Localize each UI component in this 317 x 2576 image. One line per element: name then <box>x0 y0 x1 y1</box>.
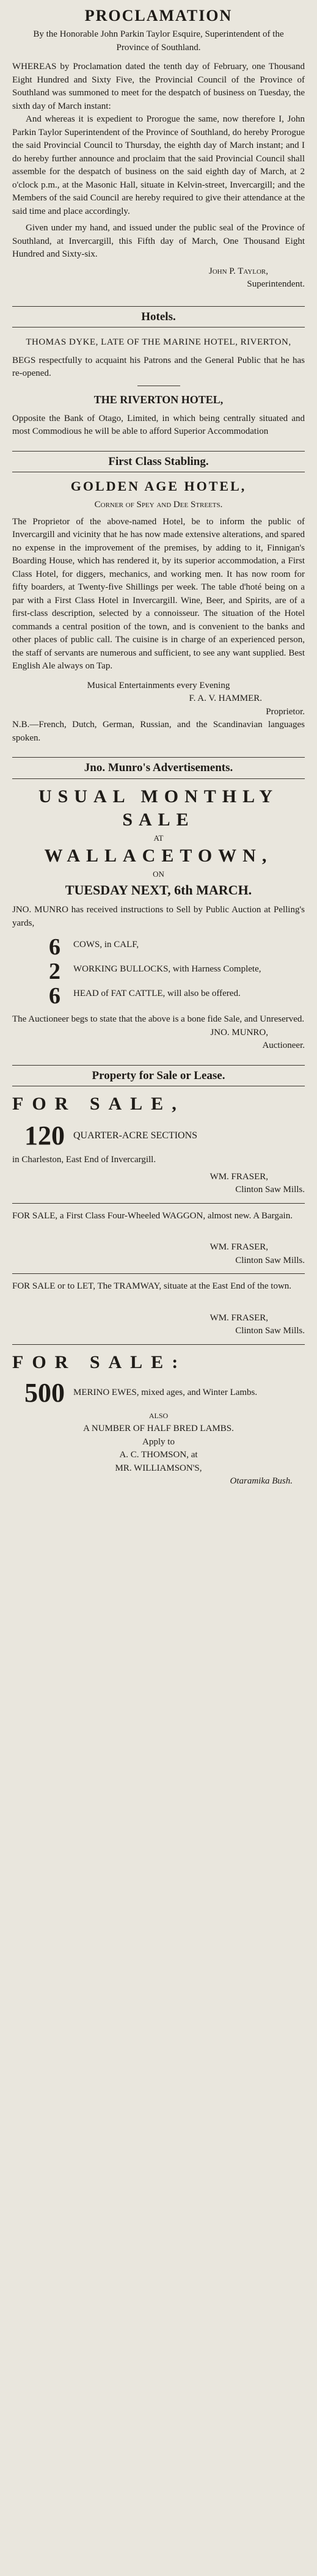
fraser1-number: 120 <box>24 1121 65 1151</box>
sale-on: ON <box>153 869 164 879</box>
golden-age-hotel-ad <box>12 478 305 745</box>
riverton-heading: THE RIVERTON HOTEL, <box>93 393 224 406</box>
proclamation-given: Given under my hand, and issued under the public seal of the Province of Southland, at Invercargill, this Fifth day of March, One Thousand Eight Hundred and Sixty-six. <box>12 223 305 259</box>
thomson-for-sale: FOR SALE: <box>12 1352 187 1372</box>
proclamation-title: PROCLAMATION <box>84 7 233 24</box>
fraser2-firm: Clinton Saw Mills. <box>235 1255 305 1265</box>
fraser3-body: FOR SALE or to LET, The TRAMWAY, situate at the East End of the town. <box>12 1281 292 1291</box>
fraser-waggon-ad <box>12 1210 305 1268</box>
sale-item-text: COWS, in CALF, <box>73 940 139 950</box>
fraser-tramway-ad <box>12 1280 305 1338</box>
auctioneer-title: Auctioneer. <box>262 1041 305 1050</box>
fraser1-for-sale: FOR SALE, <box>12 1094 185 1114</box>
sale-at: AT <box>153 833 164 843</box>
sale-item-2 <box>49 959 305 984</box>
golden-age-heading: GOLDEN AGE HOTEL, <box>70 478 247 494</box>
thomson-half-bred: A NUMBER OF HALF BRED LAMBS. <box>83 1424 234 1433</box>
sale-date: TUESDAY NEXT, 6th MARCH. <box>65 882 252 898</box>
fraser1-lots: QUARTER-ACRE SECTIONS <box>73 1130 198 1141</box>
proclamation-para-1: WHEREAS by Proclamation dated the tenth day of February, one Thousand Eight Hundred and Sixty Five, the Provincial Council of the Province of Southland was summoned to meet for the despatch of business on Tuesday, the sixth day of March instant: <box>12 62 305 111</box>
fraser-sections-ad <box>12 1092 305 1197</box>
munro-heading: Jno. Munro's Advertisements. <box>12 757 305 779</box>
sale-item-number: 6 <box>49 983 60 1009</box>
fraser2-name: WM. FRASER, <box>210 1242 268 1252</box>
sale-item-3 <box>49 984 305 1008</box>
fraser2-body: FOR SALE, a First Class Four-Wheeled WAGGON, almost new. A Bargain. <box>12 1210 293 1221</box>
riverton-hotel-ad <box>12 392 305 439</box>
proclamation-notice <box>12 6 305 291</box>
sale-outro: The Auctioneer begs to state that the above is a bone fide Sale, and Unreserved. <box>12 1014 305 1024</box>
stabling-heading: First Class Stabling. <box>12 451 305 473</box>
riverton-body: Opposite the Bank of Otago, Limited, in which being centrally situated and most Commodious he will be able to afford Superior Accommodation <box>12 413 305 436</box>
thomson-apply: Apply to <box>142 1436 175 1447</box>
thomson-station: MR. WILLIAMSON'S, <box>115 1463 202 1473</box>
golden-age-address: Corner of Spey and Dee Streets. <box>94 500 223 510</box>
sale-item-text: WORKING BULLOCKS, with Harness Complete, <box>73 964 261 974</box>
fraser3-name: WM. FRASER, <box>210 1312 268 1323</box>
fraser3-firm: Clinton Saw Mills. <box>235 1326 305 1336</box>
fraser1-name: WM. FRASER, <box>210 1171 268 1182</box>
golden-age-musical: Musical Entertainments every Evening <box>87 680 230 690</box>
thomson-agent: A. C. THOMSON, at <box>119 1450 198 1460</box>
sale-item-1 <box>49 935 305 959</box>
sale-intro: JNO. MUNRO has received instructions to Sell by Public Auction at Pelling's yards, <box>12 905 305 928</box>
sale-line1: USUAL MONTHLY SALE <box>38 786 279 830</box>
proclamation-para-2: And whereas it is expedient to Prorogue the same, now therefore I, John Parkin Taylor Superintendent of the Province of Southland, do hereby Prorogue the said Provincial Council to Thursday, the eighth day of March instant; and I do hereby further announce and proclaim that the said Provincial Council shall assemble for the despatch of business on the said eighth day of March, at 2 o'clock p.m., at the Masonic Hall, situate in Kelvin-street, Invercargill; and the Members of the said Council are hereby required to give their attendance at the said time and place accordingly. <box>12 114 305 216</box>
proclamation-byline: By the Honorable John Parkin Taylor Esquire, Superintendent of the Province of Southland. <box>33 29 284 53</box>
auctioneer-name: JNO. MUNRO, <box>210 1027 268 1037</box>
divider <box>12 1203 305 1204</box>
golden-age-proprietor-name: F. A. V. HAMMER. <box>189 693 262 703</box>
golden-age-nb: N.B.—French, Dutch, German, Russian, and the Scandinavian languages spoken. <box>12 720 305 743</box>
sale-item-number: 2 <box>49 959 60 984</box>
proclamation-signer: John P. Taylor, <box>208 266 268 276</box>
golden-age-proprietor-title: Proprietor. <box>266 706 305 717</box>
thomas-dyke-body: BEGS respectfully to acquaint his Patrons and the General Public that he has re-opened. <box>12 355 305 378</box>
thomas-dyke-heading: THOMAS DYKE, LATE OF THE MARINE HOTEL, RIVERTON, <box>26 337 291 347</box>
sale-item-text: HEAD of FAT CATTLE, will also be offered. <box>73 989 241 998</box>
sale-item-number: 6 <box>49 934 60 960</box>
thomson-ewes-ad <box>12 1351 305 1488</box>
thomson-place: Otaramika Bush. <box>230 1476 293 1486</box>
munro-sale-ad <box>12 785 305 1053</box>
property-heading: Property for Sale or Lease. <box>12 1065 305 1087</box>
fraser1-location: in Charleston, East End of Invercargill. <box>12 1155 156 1165</box>
hotels-heading: Hotels. <box>12 306 305 328</box>
divider <box>12 1273 305 1274</box>
sale-place: WALLACETOWN, <box>44 846 273 866</box>
fraser1-firm: Clinton Saw Mills. <box>235 1185 305 1195</box>
golden-age-body: The Proprietor of the above-named Hotel, be to inform the public of Invercargill and vicinity that he has now made extensive alterations, and spared no expense in the improvement of the premises, by adding to it, Finnigan's Boarding House, which has rendered it, by its superior accommodation, a First Class Hotel, for diggers, mechanics, and working men. It has now room for fifty boarders, at Twenty-five Shillings per week. The table d'hoté being on a par with a First Class Hotel in Invercargill. Wine, Beer, and Spirits, are of a first-class description, selected by a connoisseur. The situation of the Hotel commands a central position of the town, and is convenient to the banks and other places of public call. The cuisine is in charge of an experienced person, the staff of servants are numerous and sufficient, to see any want supplied. Best English Ale always on Tap. <box>12 516 305 671</box>
divider <box>12 1344 305 1345</box>
proclamation-signer-title: Superintendent. <box>247 279 305 289</box>
thomson-lots: MERINO EWES, mixed ages, and Winter Lambs. <box>73 1387 258 1397</box>
thomson-number: 500 <box>24 1377 65 1408</box>
thomson-also: ALSO <box>148 1411 169 1420</box>
thomas-dyke-ad <box>12 336 305 381</box>
